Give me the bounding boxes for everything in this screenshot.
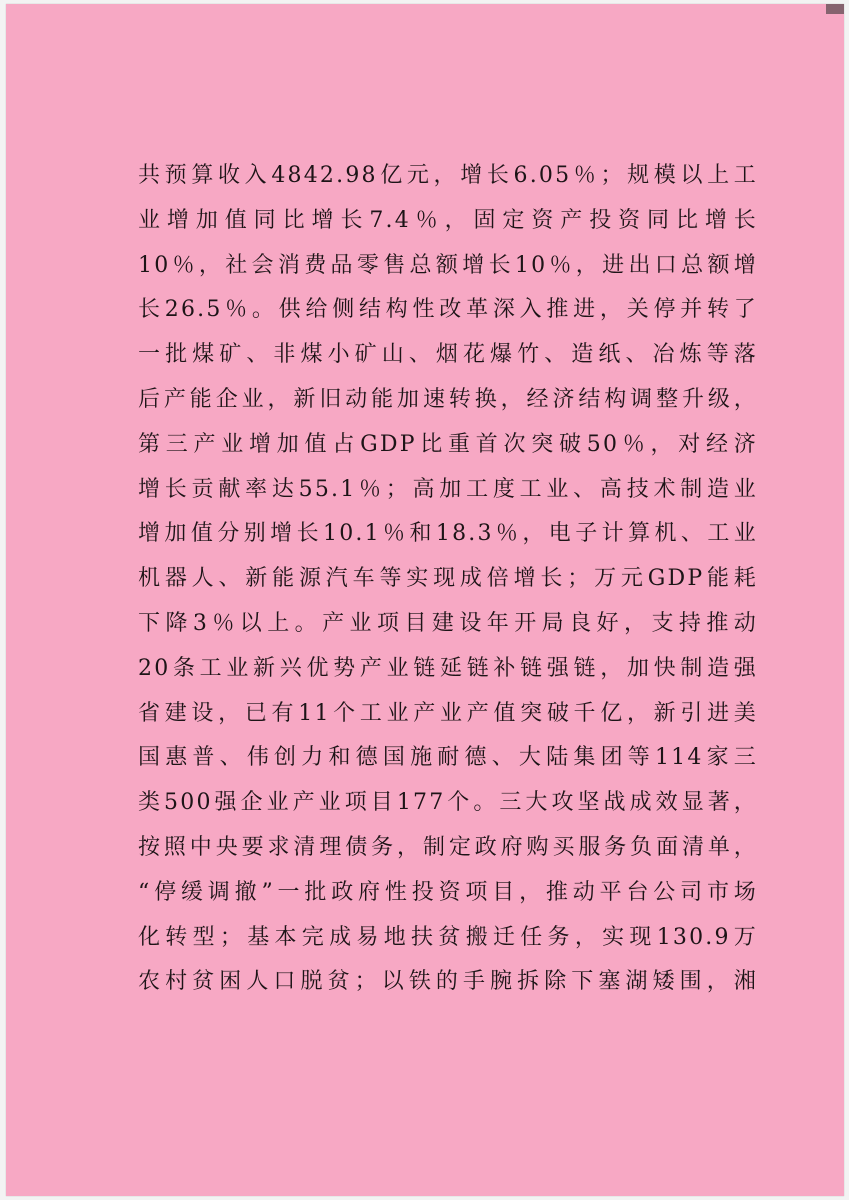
body-text bbox=[138, 154, 758, 1005]
text-line-6: 后产能企业，新旧动能加速转换，经济结构调整升级， bbox=[138, 386, 758, 412]
text-line-12: 20条工业新兴优势产业链延链补链强链，加快制造强 bbox=[138, 655, 758, 681]
text-line-14: 国惠普、伟创力和德国施耐德、大陆集团等114家三 bbox=[138, 745, 758, 771]
text-line-15: 类500强企业产业项目177个。三大攻坚战成效显著， bbox=[138, 790, 758, 816]
scan-corner-mark bbox=[826, 4, 844, 14]
text-line-9: 增加值分别增长10.1％和18.3％，电子计算机、工业 bbox=[138, 521, 758, 547]
text-line-16: 按照中央要求清理债务，制定政府购买服务负面清单， bbox=[138, 834, 758, 860]
text-line-10: 机器人、新能源汽车等实现成倍增长；万元GDP能耗 bbox=[138, 566, 758, 592]
text-line-2: 业增加值同比增长7.4％，固定资产投资同比增长 bbox=[138, 207, 758, 233]
text-line-3: 10％，社会消费品零售总额增长10％，进出口总额增 bbox=[138, 252, 758, 278]
text-line-19: 农村贫困人口脱贫；以铁的手腕拆除下塞湖矮围，湘 bbox=[138, 969, 758, 995]
text-line-7: 第三产业增加值占GDP比重首次突破50％，对经济 bbox=[138, 431, 758, 457]
text-line-1: 共预算收入4842.98亿元，增长6.05％；规模以上工 bbox=[138, 163, 758, 188]
text-line-17: “停缓调撤”一批政府性投资项目，推动平台公司市场 bbox=[138, 879, 758, 905]
text-line-18: 化转型；基本完成易地扶贫搬迁任务，实现130.9万 bbox=[138, 924, 758, 950]
text-line-8: 增长贡献率达55.1％；高加工度工业、高技术制造业 bbox=[138, 476, 758, 502]
text-line-13: 省建设，已有11个工业产业产值突破千亿，新引进美 bbox=[138, 700, 758, 726]
text-line-11: 下降3％以上。产业项目建设年开局良好，支持推动 bbox=[138, 610, 758, 636]
text-line-4: 长26.5％。供给侧结构性改革深入推进，关停并转了 bbox=[138, 297, 758, 323]
document-page bbox=[6, 4, 844, 1196]
text-line-5: 一批煤矿、非煤小矿山、烟花爆竹、造纸、冶炼等落 bbox=[138, 342, 758, 368]
